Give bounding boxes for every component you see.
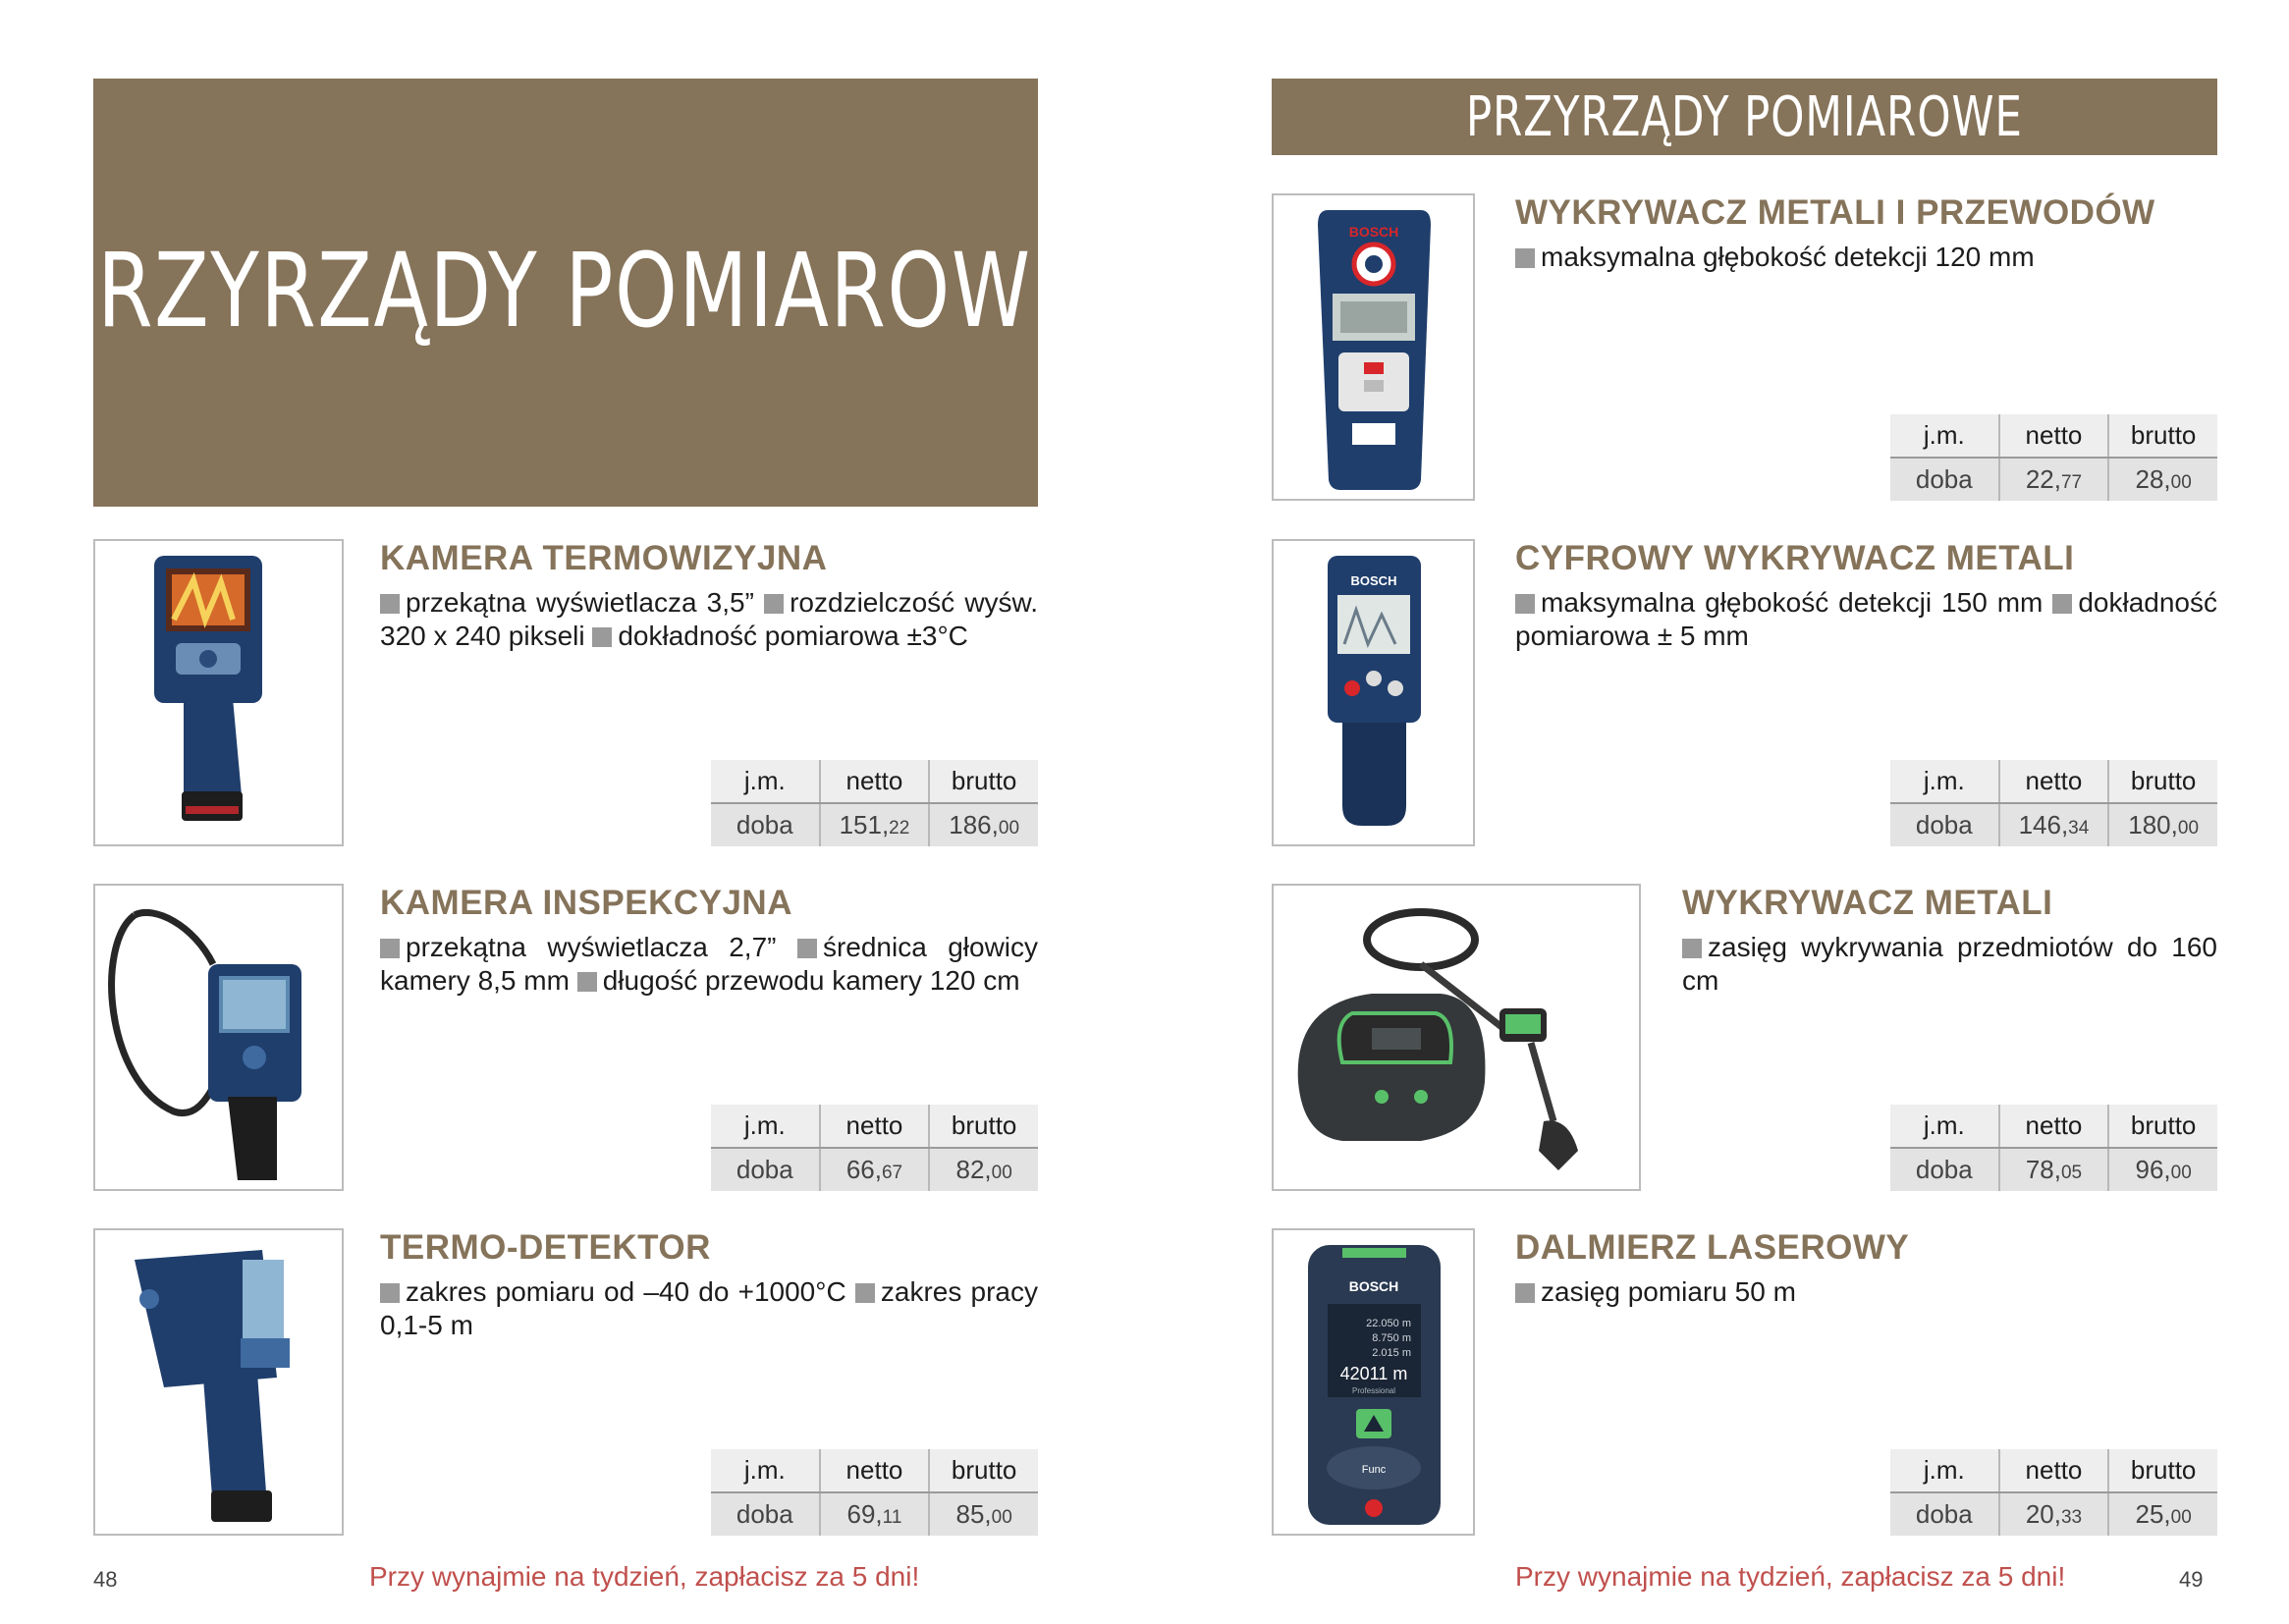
right-page [1145, 0, 2289, 1624]
price-unit: doba [711, 1492, 820, 1536]
price-net: 78,05 [1999, 1148, 2109, 1191]
page-number: 48 [93, 1567, 118, 1592]
thermo-detector-icon [93, 1228, 344, 1536]
svg-text:22.050 m: 22.050 m [1366, 1318, 1411, 1329]
bullet-square-icon [577, 972, 597, 992]
price-gross: 96,00 [2108, 1148, 2217, 1191]
page-number: 49 [2179, 1567, 2204, 1592]
bullet-square-icon [2052, 594, 2072, 614]
price-table: j.m. netto brutto doba 22,77 28,00 [1890, 414, 2217, 501]
bullet-square-icon [1515, 1283, 1535, 1303]
price-unit: doba [1890, 1492, 1999, 1536]
metal-detector-icon [1272, 884, 1641, 1191]
inspection-camera-icon [93, 884, 344, 1191]
svg-text:Professional: Professional [1351, 1386, 1396, 1395]
svg-text:Func: Func [1361, 1464, 1387, 1476]
price-net: 69,11 [820, 1492, 930, 1536]
svg-text:2.015 m: 2.015 m [1372, 1347, 1411, 1359]
price-unit: doba [711, 803, 820, 846]
product-features: maksymalna głębokość detekcji 120 mm [1515, 241, 2217, 274]
price-table: j.m. netto brutto doba 151,22 186,00 [711, 760, 1038, 846]
price-net: 22,77 [1999, 458, 2109, 501]
bullet-square-icon [1682, 939, 1702, 958]
price-unit: doba [1890, 803, 1999, 846]
price-unit: doba [1890, 458, 1999, 501]
product-laser-distance-meter [1272, 1228, 2217, 1536]
price-table: j.m. netto brutto doba 69,11 85,00 [711, 1449, 1038, 1536]
product-title: KAMERA INSPEKCYJNA [380, 884, 792, 922]
product-title: WYKRYWACZ METALI [1682, 884, 2053, 922]
product-title: KAMERA TERMOWIZYJNA [380, 539, 828, 577]
product-title: CYFROWY WYKRYWACZ METALI [1515, 539, 2075, 577]
promo-text: Przy wynajmie na tydzień, zapłacisz za 5 dni! [1515, 1561, 2066, 1592]
product-digital-detector [1272, 539, 2217, 846]
left-page [0, 0, 1144, 1624]
bullet-square-icon [380, 939, 400, 958]
bullet-square-icon [764, 594, 784, 614]
price-net: 20,33 [1999, 1492, 2109, 1536]
product-features: zakres pomiaru od –40 do +1000°C zakres pracy 0,1-5 m [380, 1276, 1039, 1340]
product-title: DALMIERZ LASEROWY [1515, 1228, 1910, 1267]
bullet-square-icon [592, 627, 612, 647]
wall-scanner-icon [1272, 193, 1475, 501]
price-gross: 28,00 [2108, 458, 2217, 501]
price-unit: doba [1890, 1148, 1999, 1191]
bullet-square-icon [1515, 594, 1535, 614]
bullet-square-icon [797, 939, 817, 958]
price-gross: 85,00 [929, 1492, 1038, 1536]
bullet-square-icon [855, 1283, 875, 1303]
product-features: przekątna wyświetlacza 2,7” średnica głowicy kamery 8,5 mm długość przewodu kamery 120 cm [380, 932, 1039, 996]
bullet-square-icon [1515, 248, 1535, 268]
product-features: zasięg pomiaru 50 m [1515, 1275, 2217, 1309]
product-title: TERMO-DETEKTOR [380, 1228, 711, 1267]
svg-text:BOSCH: BOSCH [1350, 573, 1397, 588]
price-table: j.m. netto brutto doba 66,67 82,00 [711, 1105, 1038, 1191]
product-title: WYKRYWACZ METALI I PRZEWODÓW [1515, 193, 2155, 232]
price-gross: 186,00 [929, 803, 1038, 846]
product-features: zasięg wykrywania przedmiotów do 160 cm [1682, 932, 2217, 996]
brand-label: BOSCH [1348, 224, 1399, 240]
product-thermal-camera [93, 539, 1038, 846]
price-table: j.m. netto brutto doba 20,33 25,00 [1890, 1449, 2217, 1536]
svg-text:42011 m: 42011 m [1339, 1364, 1408, 1383]
section-banner [47, 79, 1084, 507]
digital-detector-icon [1272, 539, 1475, 846]
price-unit: doba [711, 1148, 820, 1191]
bullet-square-icon [380, 1283, 400, 1303]
section-title: PRZYRZĄDY POMIAROWE [47, 231, 1084, 351]
promo-text: Przy wynajmie na tydzień, zapłacisz za 5 dni! [369, 1561, 920, 1592]
bullet-square-icon [380, 594, 400, 614]
product-features: maksymalna głębokość detekcji 150 mm dokładność pomiarowa ± 5 mm [1515, 587, 2217, 651]
section-title: PRZYRZĄDY POMIAROWE [1466, 84, 2023, 149]
product-wall-scanner [1272, 193, 2217, 501]
product-thermo-detector [93, 1228, 1038, 1536]
svg-text:BOSCH: BOSCH [1348, 1278, 1399, 1294]
price-gross: 25,00 [2108, 1492, 2217, 1536]
product-features: przekątna wyświetlacza 3,5” rozdzielczość wyśw. 320 x 240 pikseli dokładność pomiarowa ±3°C [380, 587, 1039, 651]
price-net: 66,67 [820, 1148, 930, 1191]
price-table: j.m. netto brutto doba 78,05 96,00 [1890, 1105, 2217, 1191]
price-net: 146,34 [1999, 803, 2109, 846]
price-net: 151,22 [820, 803, 930, 846]
section-header-bar [1272, 79, 2217, 155]
svg-text:8.750 m: 8.750 m [1372, 1332, 1411, 1344]
price-table: j.m. netto brutto doba 146,34 180,00 [1890, 760, 2217, 846]
laser-distance-meter-icon [1272, 1228, 1475, 1536]
product-metal-detector [1272, 884, 2217, 1191]
product-inspection-camera [93, 884, 1038, 1191]
price-gross: 180,00 [2108, 803, 2217, 846]
price-gross: 82,00 [929, 1148, 1038, 1191]
thermal-camera-icon [93, 539, 344, 846]
